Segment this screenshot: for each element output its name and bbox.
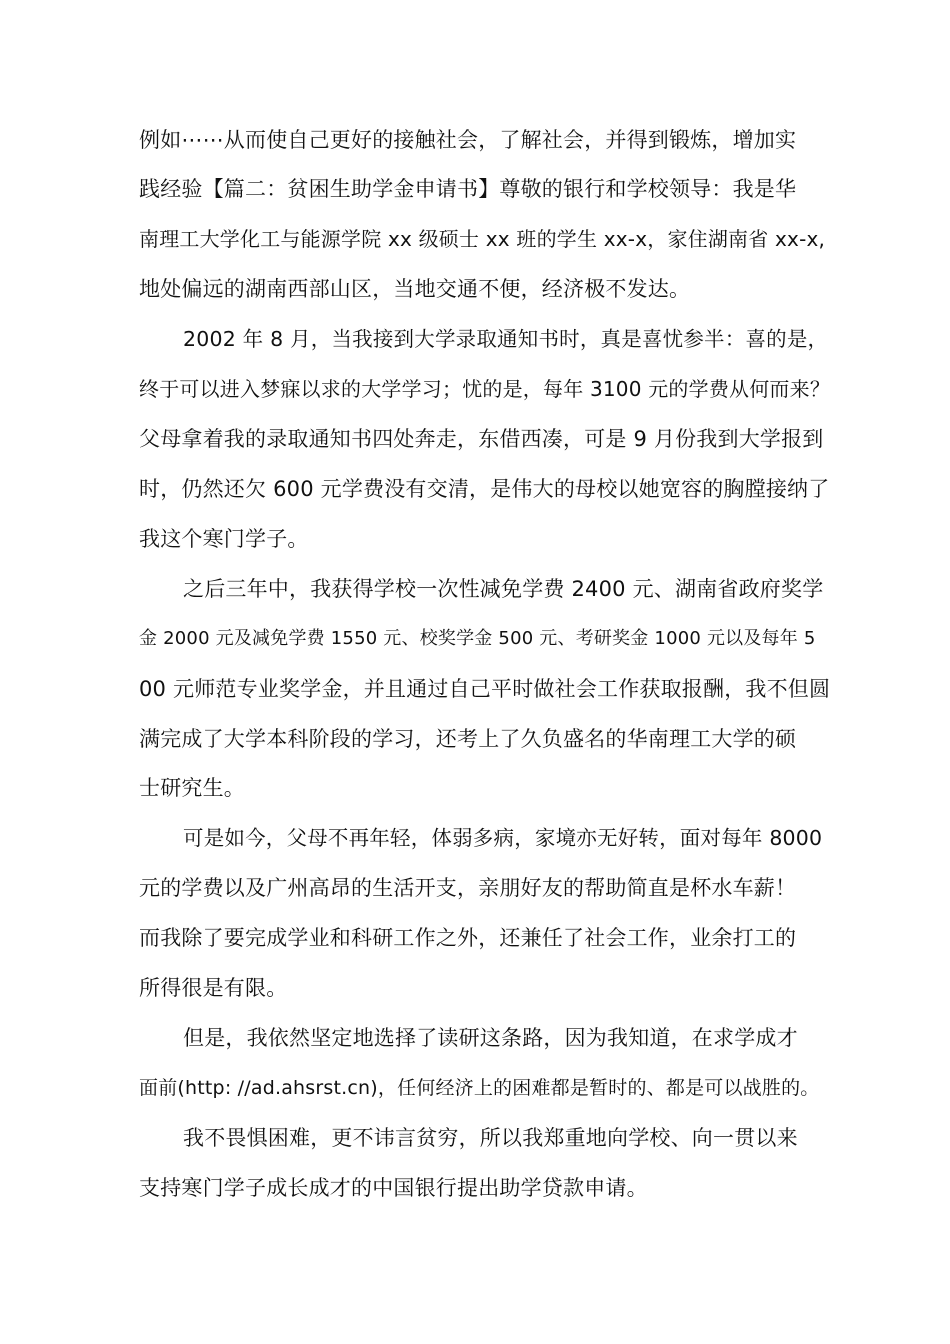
- text-line: 地处偏远的湖南西部山区，当地交通不便，经济极不发达。: [139, 277, 691, 301]
- text-line: 时，仍然还欠 600 元学费没有交清，是伟大的母校以她宽容的胸膛接纳了: [139, 477, 830, 501]
- paragraph-first-line: 可是如今，父母不再年轻，体弱多病，家境亦无好转，面对每年 8000: [183, 826, 823, 850]
- text-line: 南理工大学化工与能源学院 xx 级硕士 xx 班的学生 xx-x，家住湖南省 xx-x,: [139, 227, 826, 251]
- text-line: 士研究生。: [139, 776, 245, 800]
- paragraph-first-line: 但是，我依然坚定地选择了读研这条路，因为我知道，在求学成才: [183, 1026, 798, 1050]
- text-line: 终于可以进入梦寐以求的大学学习；忧的是，每年 3100 元的学费从何而来？: [139, 377, 831, 401]
- text-line: 00 元师范专业奖学金，并且通过自己平时做社会工作获取报酬，我不但圆: [139, 677, 831, 701]
- text-line: 元的学费以及广州高昂的生活开支，亲朋好友的帮助简直是杯水车薪！: [139, 876, 797, 900]
- paragraph-first-line: 我不畏惧困难，更不讳言贫穷，所以我郑重地向学校、向一贯以来: [183, 1126, 798, 1150]
- text-line: 父母拿着我的录取通知书四处奔走，东借西凑，可是 9 月份我到大学报到: [139, 427, 824, 451]
- text-line: 践经验【篇二：贫困生助学金申请书】尊敬的银行和学校领导：我是华: [139, 177, 797, 201]
- text-line: 我这个寒门学子。: [139, 527, 309, 551]
- text-line: 满完成了大学本科阶段的学习，还考上了久负盛名的华南理工大学的硕: [139, 727, 797, 751]
- text-line: 支持寒门学子成长成才的中国银行提出助学贷款申请。: [139, 1176, 648, 1200]
- text-line: 而我除了要完成学业和科研工作之外，还兼任了社会工作，业余打工的: [139, 926, 797, 950]
- paragraph-first-line: 之后三年中，我获得学校一次性减免学费 2400 元、湖南省政府奖学: [183, 577, 824, 601]
- text-line: 面前(http: //ad.ahsrst.cn)，任何经济上的困难都是暂时的、都是可以战胜的。: [139, 1077, 820, 1099]
- text-line: 金 2000 元及减免学费 1550 元、校奖学金 500 元、考研奖金 1000 元以及每年 5: [139, 628, 816, 649]
- text-line: 例如⋯⋯从而使自己更好的接触社会，了解社会，并得到锻炼，增加实: [139, 128, 797, 152]
- paragraph-first-line: 2002 年 8 月，当我接到大学录取通知书时，真是喜忧参半：喜的是，: [183, 327, 829, 351]
- text-line: 所得很是有限。: [139, 976, 288, 1000]
